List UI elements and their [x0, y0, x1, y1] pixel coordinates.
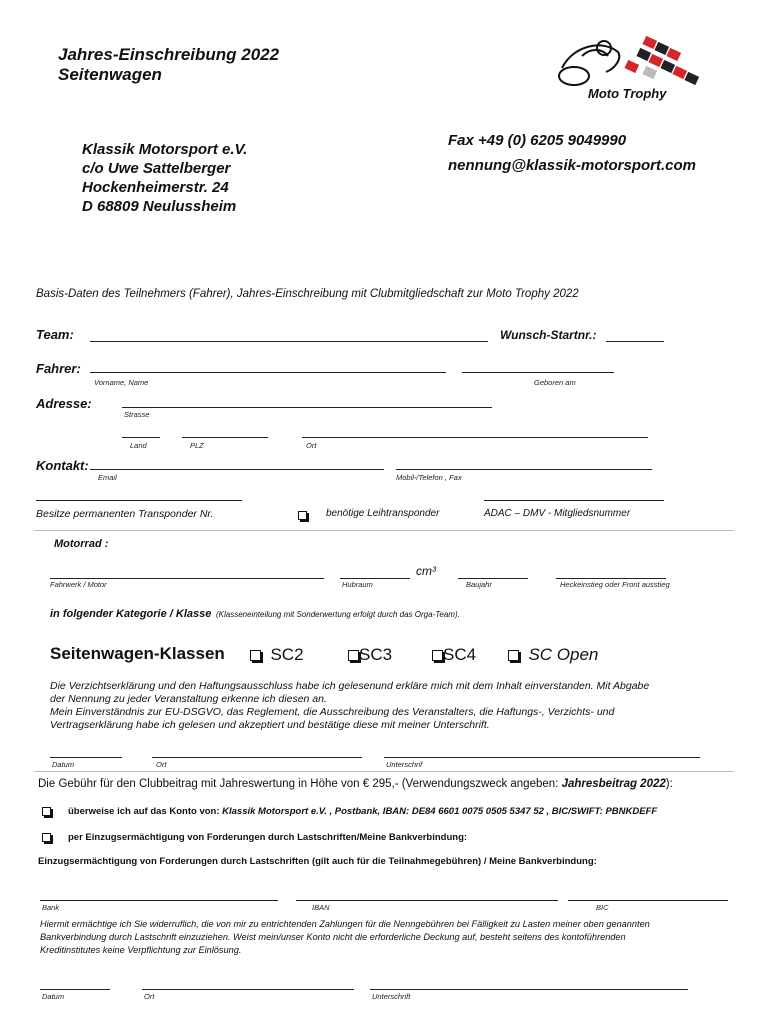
- fax-number: Fax +49 (0) 6205 9049990: [448, 132, 627, 149]
- fahrwerk-field[interactable]: [50, 578, 324, 579]
- unterschrift-hint: Unterschrif: [386, 760, 423, 769]
- strasse-field[interactable]: [122, 407, 492, 408]
- address-block: [82, 140, 247, 216]
- class-label-sc4: SC4: [443, 645, 477, 664]
- class-label-sc2: SC2: [270, 645, 304, 664]
- title-line-2: Seitenwagen: [58, 65, 162, 84]
- class-label-sc-open: SC Open: [528, 645, 599, 664]
- intro-text: Basis-Daten des Teilnehmers (Fahrer), Jahres-Einschreibung mit Clubmitgliedschaft zur Moto Trophy 2022: [36, 288, 579, 300]
- lastschrift-label: per Einzugsermächtigung von Forderungen durch Lastschriften/Meine Bankverbindung:: [68, 832, 468, 843]
- bank-hint: Bank: [42, 903, 60, 912]
- wunsch-label: Wunsch-Startnr.:: [500, 328, 597, 342]
- kontakt-label: Kontakt:: [36, 458, 89, 473]
- geboren-hint: Geboren am: [534, 378, 576, 387]
- ort-field-2[interactable]: [142, 989, 354, 990]
- fee-text-main: Die Gebühr für den Clubbeitrag mit Jahreswertung in Höhe von € 295,- (Verwendungszweck angeben:: [38, 778, 562, 790]
- iban-field[interactable]: [296, 900, 558, 901]
- mandate-line-2: Bankverbindung durch Lastschrift einzuziehen. Weist mein/unser Konto nicht die erforderliche Deckung auf, besteht seitens des kontoführenden: [40, 932, 626, 942]
- datum-hint-2: Datum: [42, 992, 65, 1001]
- title-line-1: Jahres-Einschreibung 2022: [58, 45, 280, 64]
- bic-hint: BIC: [596, 903, 609, 912]
- logo-text: Moto Trophy: [588, 86, 667, 101]
- iban-hint: IBAN: [312, 903, 330, 912]
- bic-field[interactable]: [568, 900, 728, 901]
- checkbox-icon: [432, 650, 443, 661]
- checkbox-icon: [348, 650, 359, 661]
- geboren-field[interactable]: [462, 372, 614, 373]
- declaration-line-3: Mein Einverständnis zur EU-DSGVO, das Reglement, die Ausschreibung des Veranstalters, die Haftungs-, Verzichts- und: [50, 706, 615, 718]
- checkbox-icon: [508, 650, 519, 661]
- kategorie-label: in folgender Kategorie / Klasse: [50, 608, 212, 620]
- klassen-title: Seitenwagen-Klassen: [50, 644, 225, 663]
- leihtransponder-checkbox[interactable]: [298, 507, 307, 525]
- ueberweisung-label: [68, 806, 657, 817]
- unterschrift-hint-2: Unterschrift: [372, 992, 411, 1001]
- land-field[interactable]: [122, 437, 160, 438]
- divider: [34, 530, 734, 531]
- declaration-line-4: Vertragserklärung habe ich gelesen und akzeptiert und bestätige diese mit meiner Unterschrift.: [50, 719, 490, 731]
- class-option-sc2[interactable]: [250, 645, 304, 665]
- class-label-sc3: SC3: [359, 645, 393, 664]
- plz-hint: PLZ: [190, 441, 204, 450]
- leihtransponder-label: benötige Leihtransponder: [326, 508, 440, 519]
- baujahr-field[interactable]: [458, 578, 528, 579]
- address-line-3: Hockenheimerstr. 24: [82, 179, 229, 196]
- land-hint: Land: [130, 441, 147, 450]
- hubraum-hint: Hubraum: [342, 580, 373, 589]
- mandate-line-1: Hiermit ermächtige ich Sie widerruflich, die von mir zu entrichtenden Zahlungen für die Nenngebühren bei Fälligkeit zu Lasten meiner oben genannten: [40, 919, 650, 929]
- vorname-hint: Vorname, Name: [94, 378, 149, 387]
- ort-hint-2: Ort: [144, 992, 155, 1001]
- divider: [34, 771, 734, 772]
- ueberweisung-prefix: überweise ich auf das Konto von:: [68, 806, 223, 817]
- team-label: Team:: [36, 327, 74, 342]
- declaration-line-1: Die Verzichtserklärung und den Haftungsausschluss habe ich gelesenund erkläre mich mit dem Inhalt einverstanden. Mit Abgabe: [50, 680, 650, 692]
- class-option-sc3[interactable]: [348, 645, 392, 665]
- unterschrift-field-2[interactable]: [370, 989, 688, 990]
- hubraum-field[interactable]: [340, 578, 410, 579]
- baujahr-hint: Baujahr: [466, 580, 492, 589]
- transponder-field[interactable]: [36, 500, 242, 501]
- fee-text: [38, 778, 673, 790]
- mandate-text: [40, 918, 650, 957]
- contact-email[interactable]: nennung@klassik-motorsport.com: [448, 157, 696, 174]
- kategorie-note: (Klasseneinteilung mit Sonderwertung erfolgt durch das Orga-Team).: [216, 610, 460, 619]
- transponder-label: Besitze permanenten Transponder Nr.: [36, 508, 214, 520]
- datum-field[interactable]: [50, 757, 122, 758]
- fee-purpose: Jahresbeitrag 2022: [561, 778, 666, 790]
- unterschrift-field[interactable]: [384, 757, 700, 758]
- cm3-unit: cm³: [416, 564, 436, 578]
- name-field[interactable]: [90, 372, 446, 373]
- fahrer-label: Fahrer:: [36, 361, 81, 376]
- datum-hint: Datum: [52, 760, 75, 769]
- startnummer-field[interactable]: [606, 341, 664, 342]
- heck-hint: Heckeinstieg oder Front ausstieg: [560, 580, 670, 589]
- fahrwerk-hint: Fahrwerk / Motor: [50, 580, 107, 589]
- team-field[interactable]: [90, 341, 488, 342]
- mobil-hint: Mobil-/Telefon , Fax: [396, 473, 462, 482]
- fee-close: ):: [665, 778, 673, 790]
- heck-field[interactable]: [556, 578, 666, 579]
- email-hint: Email: [98, 473, 117, 482]
- plz-field[interactable]: [182, 437, 268, 438]
- motorrad-title: Motorrad :: [54, 538, 109, 550]
- ort-sign-field[interactable]: [152, 757, 362, 758]
- address-line-4: D 68809 Neulussheim: [82, 198, 237, 215]
- contact-block: [448, 128, 696, 178]
- lastschrift-title: Einzugsermächtigung von Forderungen durch Lastschriften (gilt auch für die Teilnahmegebühren) / Meine Bankverbindung:: [38, 856, 597, 867]
- bank-details: Klassik Motorsport e.V. , Postbank, IBAN: DE84 6601 0075 0505 5347 52 , BIC/SWIFT: PBNKDEFF: [222, 806, 658, 817]
- datum-field-2[interactable]: [40, 989, 110, 990]
- mandate-line-3: Kreditinstitutes keine Verpflichtung zur Einlösung.: [40, 945, 242, 955]
- mobil-field[interactable]: [396, 469, 652, 470]
- ort-field[interactable]: [302, 437, 648, 438]
- declaration-line-2: der Nennung zu jeder Veranstaltung erkenne ich diesen an.: [50, 693, 327, 705]
- class-option-sc4[interactable]: [432, 645, 476, 665]
- address-line-2: c/o Uwe Sattelberger: [82, 160, 231, 177]
- strasse-hint: Strasse: [124, 410, 150, 419]
- adresse-label: Adresse:: [36, 396, 92, 411]
- checkbox-icon: [250, 650, 261, 661]
- address-line-1: Klassik Motorsport e.V.: [82, 141, 248, 158]
- email-field[interactable]: [90, 469, 384, 470]
- ort-sign-hint: Ort: [156, 760, 167, 769]
- class-option-sc-open[interactable]: [508, 645, 598, 665]
- moto-trophy-logo: [552, 34, 704, 106]
- bank-field[interactable]: [40, 900, 278, 901]
- page-title: [58, 45, 279, 85]
- ueberweisung-checkbox[interactable]: [42, 803, 51, 821]
- lastschrift-checkbox[interactable]: [42, 829, 51, 847]
- adac-field[interactable]: [484, 500, 664, 501]
- ort-hint: Ort: [306, 441, 317, 450]
- declaration-text: [50, 680, 649, 732]
- adac-label: ADAC – DMV - Mitgliedsnummer: [484, 508, 631, 519]
